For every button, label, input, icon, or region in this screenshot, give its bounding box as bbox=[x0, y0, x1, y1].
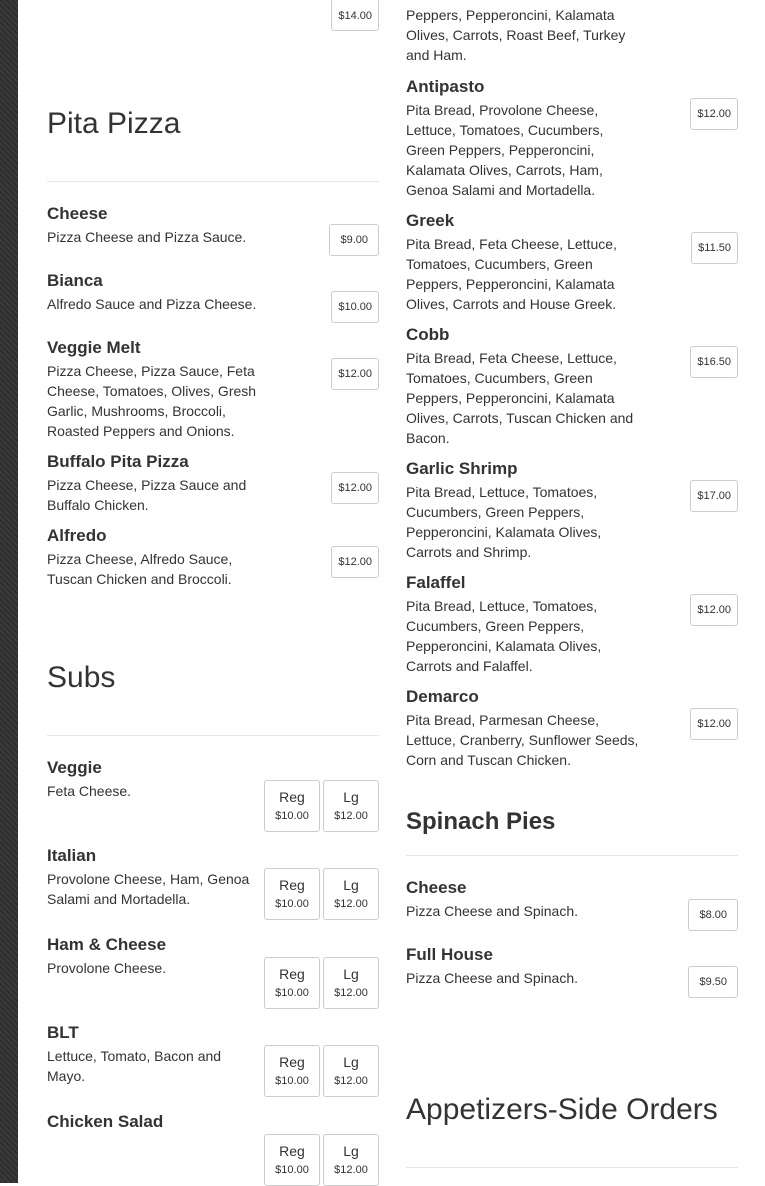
price-value: $12.00 bbox=[334, 898, 368, 910]
price-button[interactable] bbox=[690, 480, 738, 512]
section-title-spinach-pies: Spinach Pies bbox=[406, 808, 556, 835]
item-name: Veggie bbox=[47, 758, 102, 777]
item-desc: Pita Bread, Parmesan Cheese, Lettuce, Cranberry, Sunflower Seeds, Corn and Tuscan Chicken. bbox=[406, 712, 639, 768]
menu-item bbox=[406, 878, 738, 921]
price-button[interactable] bbox=[331, 291, 379, 323]
item-name: Antipasto bbox=[406, 77, 485, 96]
item-name: Bianca bbox=[47, 271, 103, 290]
divider bbox=[47, 181, 379, 182]
reg-price-button[interactable] bbox=[264, 1134, 320, 1186]
item-desc: Pizza Cheese, Pizza Sauce, Feta Cheese, Tomatoes, Olives, Gresh Garlic, Mushrooms, Broccoli, Roasted Peppers and Onions. bbox=[47, 363, 257, 439]
size-label: Lg bbox=[343, 966, 359, 982]
item-name: Chicken Salad bbox=[47, 1112, 164, 1131]
item-desc: Pita Bread, Lettuce, Tomatoes, Cucumbers, Green Peppers, Pepperoncini, Kalamata Olives, Carrots and Falaffel. bbox=[406, 598, 602, 674]
price-value: $16.50 bbox=[697, 356, 731, 368]
menu-item bbox=[406, 211, 738, 314]
item-desc: Pizza Cheese and Spinach. bbox=[406, 970, 578, 986]
price-button[interactable] bbox=[691, 232, 738, 264]
price-button[interactable] bbox=[690, 594, 738, 626]
lg-price-button[interactable] bbox=[323, 868, 379, 920]
price-button[interactable] bbox=[688, 899, 738, 931]
lg-price-button[interactable] bbox=[323, 1045, 379, 1097]
price-value: $10.00 bbox=[275, 898, 309, 910]
price-value: $12.00 bbox=[334, 987, 368, 999]
size-label: Lg bbox=[343, 789, 359, 805]
price-button[interactable] bbox=[690, 346, 738, 378]
lg-price-button[interactable] bbox=[323, 780, 379, 832]
item-name: Veggie Melt bbox=[47, 338, 141, 357]
menu-item bbox=[47, 204, 379, 247]
price-value: $10.00 bbox=[275, 987, 309, 999]
item-desc: Pizza Cheese and Spinach. bbox=[406, 903, 578, 919]
price-value: $9.50 bbox=[699, 976, 727, 988]
item-name: Greek bbox=[406, 211, 455, 230]
menu-item bbox=[47, 1112, 379, 1176]
lg-price-button[interactable] bbox=[323, 957, 379, 1009]
menu-item bbox=[406, 945, 738, 988]
size-label: Lg bbox=[343, 1143, 359, 1159]
size-label: Lg bbox=[343, 1054, 359, 1070]
item-name: Demarco bbox=[406, 687, 479, 706]
menu-item bbox=[47, 271, 379, 314]
item-desc: Feta Cheese. bbox=[47, 783, 132, 799]
divider bbox=[406, 855, 738, 856]
item-desc: Lettuce, Tomato, Bacon and Mayo. bbox=[47, 1048, 222, 1084]
price-value: $12.00 bbox=[338, 556, 372, 568]
price-value: $9.00 bbox=[340, 234, 368, 246]
price-button[interactable] bbox=[329, 224, 379, 256]
price-button[interactable] bbox=[331, 472, 379, 504]
section-title-appetizers: Appetizers-Side Orders bbox=[406, 1093, 718, 1126]
divider bbox=[406, 1167, 738, 1168]
price-value: $11.50 bbox=[698, 242, 731, 254]
menu-item bbox=[406, 573, 738, 676]
size-label: Reg bbox=[279, 877, 305, 893]
size-label: Reg bbox=[279, 966, 305, 982]
item-desc: Provolone Cheese. bbox=[47, 960, 167, 976]
reg-price-button[interactable] bbox=[264, 868, 320, 920]
menu-item bbox=[47, 338, 379, 441]
price-button[interactable] bbox=[688, 966, 738, 998]
left-sidebar-strip bbox=[0, 0, 18, 1183]
item-name: Cheese bbox=[47, 204, 108, 223]
price-value: $12.00 bbox=[697, 718, 731, 730]
price-value: $8.00 bbox=[699, 909, 727, 921]
item-desc: Pizza Cheese, Pizza Sauce and Buffalo Chicken. bbox=[47, 477, 247, 513]
menu-item bbox=[47, 846, 379, 909]
item-name: Full House bbox=[406, 945, 493, 964]
item-name: Cobb bbox=[406, 325, 450, 344]
price-value: $10.00 bbox=[275, 1164, 309, 1176]
menu-item bbox=[47, 452, 379, 515]
divider bbox=[47, 735, 379, 736]
price-value: $12.00 bbox=[338, 482, 372, 494]
menu-item bbox=[47, 935, 379, 999]
price-button[interactable] bbox=[331, 358, 379, 390]
size-label: Reg bbox=[279, 1143, 305, 1159]
menu-item bbox=[406, 459, 738, 562]
menu-item bbox=[406, 325, 738, 448]
reg-price-button[interactable] bbox=[264, 1045, 320, 1097]
size-label: Reg bbox=[279, 1054, 305, 1070]
price-top-left[interactable] bbox=[331, 0, 379, 31]
item-desc: Pita Bread, Provolone Cheese, Lettuce, Tomatoes, Cucumbers, Green Peppers, Pepperoncini, Kalamata Olives, Carrots, Ham, Genoa Salami and Mortadella. bbox=[406, 102, 604, 198]
menu-item bbox=[47, 758, 379, 822]
price-value: $14.00 bbox=[338, 10, 372, 22]
price-value: $10.00 bbox=[275, 810, 309, 822]
size-label: Lg bbox=[343, 877, 359, 893]
reg-price-button[interactable] bbox=[264, 780, 320, 832]
item-name: Italian bbox=[47, 846, 97, 865]
item-desc: Pita Bread, Lettuce, Tomatoes, Cucumbers, Green Peppers, Pepperoncini, Kalamata Olives, Carrots and Shrimp. bbox=[406, 484, 602, 560]
menu-item bbox=[47, 526, 379, 589]
price-value: $12.00 bbox=[697, 108, 731, 120]
item-desc: Pizza Cheese, Alfredo Sauce, Tuscan Chicken and Broccoli. bbox=[47, 551, 233, 587]
price-button[interactable] bbox=[690, 98, 738, 130]
reg-price-button[interactable] bbox=[264, 957, 320, 1009]
menu-item bbox=[406, 687, 738, 770]
price-value: $17.00 bbox=[697, 490, 731, 502]
price-value: $12.00 bbox=[334, 810, 368, 822]
item-name: Falaffel bbox=[406, 573, 466, 592]
item-desc: Pita Bread, Feta Cheese, Lettuce, Tomatoes, Cucumbers, Green Peppers, Pepperoncini, Kalamata Olives, Carrots, Tuscan Chicken and Bacon. bbox=[406, 350, 634, 446]
item-desc: Pita Bread, Feta Cheese, Lettuce, Tomatoes, Cucumbers, Green Peppers, Pepperoncini, Kalamata Olives, Carrots and House Greek. bbox=[406, 236, 617, 312]
section-title-pita-pizza: Pita Pizza bbox=[47, 107, 181, 140]
item-name: Ham & Cheese bbox=[47, 935, 167, 954]
price-value: $10.00 bbox=[338, 301, 372, 313]
price-value: $12.00 bbox=[338, 368, 372, 380]
item-name: BLT bbox=[47, 1023, 79, 1042]
price-button[interactable] bbox=[690, 708, 738, 740]
price-value: $12.00 bbox=[334, 1164, 368, 1176]
item-desc: Provolone Cheese, Ham, Genoa Salami and Mortadella. bbox=[47, 871, 250, 907]
item-desc-continued: Peppers, Pepperoncini, Kalamata Olives, Carrots, Roast Beef, Turkey and Ham. bbox=[406, 7, 626, 63]
size-label: Reg bbox=[279, 789, 305, 805]
price-button[interactable] bbox=[331, 546, 379, 578]
item-name: Buffalo Pita Pizza bbox=[47, 452, 189, 471]
price-value: $12.00 bbox=[334, 1075, 368, 1087]
price-value: $12.00 bbox=[697, 604, 731, 616]
item-name: Cheese bbox=[406, 878, 467, 897]
item-desc: Pizza Cheese and Pizza Sauce. bbox=[47, 229, 247, 245]
section-title-subs: Subs bbox=[47, 661, 116, 694]
item-name: Garlic Shrimp bbox=[406, 459, 518, 478]
price-value: $10.00 bbox=[275, 1075, 309, 1087]
lg-price-button[interactable] bbox=[323, 1134, 379, 1186]
item-desc: Alfredo Sauce and Pizza Cheese. bbox=[47, 296, 257, 312]
item-name: Alfredo bbox=[47, 526, 107, 545]
menu-item bbox=[47, 1023, 379, 1086]
menu-item bbox=[406, 77, 738, 200]
